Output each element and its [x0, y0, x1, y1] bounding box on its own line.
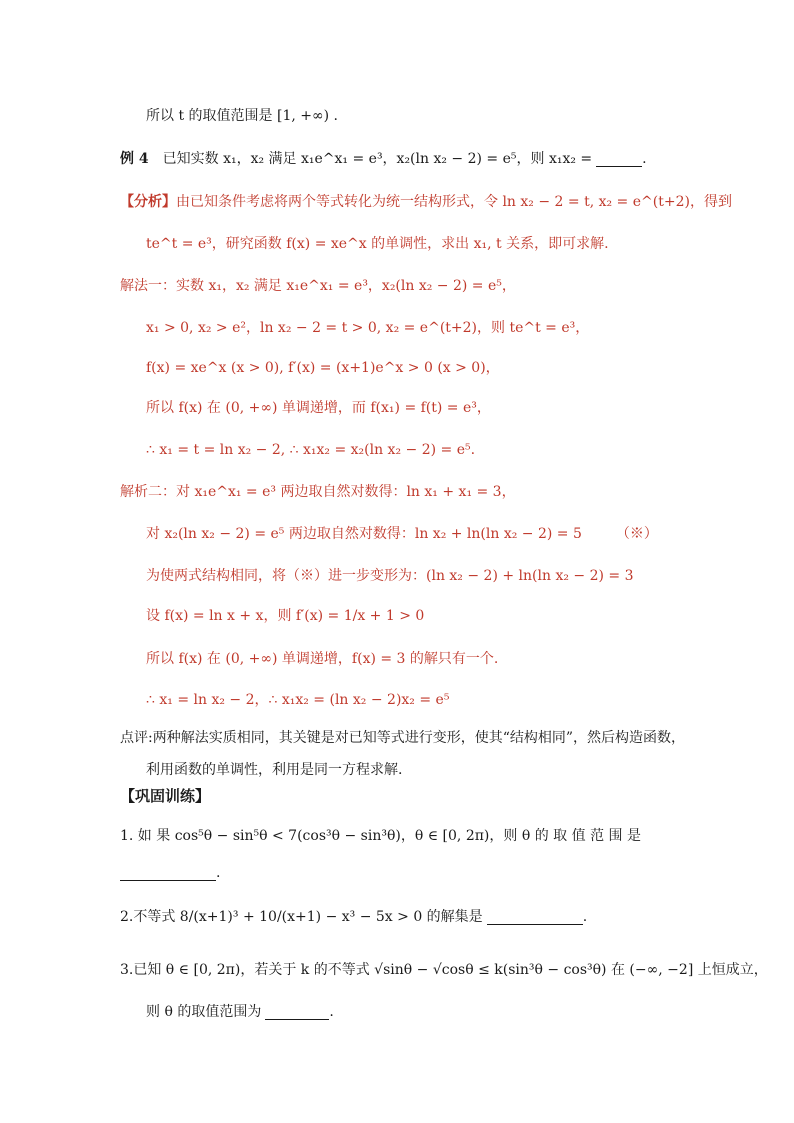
method2-line-4	[146, 606, 424, 626]
example-text: 已知实数 x₁，x₂ 满足 x₁e^x₁ = e³，x₂(ln x₂ − 2) = e⁵，则 x₁x₂ =	[162, 151, 593, 167]
answer-blank[interactable]	[596, 152, 642, 167]
method2-line-6	[146, 690, 449, 710]
method2-title: 解析二：	[120, 484, 176, 500]
method1-title: 解法一：	[120, 278, 176, 294]
conclusion-line	[146, 106, 338, 126]
method2-text-4: 设 f(x) = ln x + x，则 f′(x) = 1/x + 1 > 0	[146, 608, 425, 624]
analysis-text-1: 由已知条件考虑将两个等式转化为统一结构形式，令 ln x₂ − 2 = t, x₂ = e^(t+2)，得到	[176, 194, 732, 210]
method1-text-4: 所以 f(x) 在 (0, +∞) 单调递增，而 f(x₁) = f(t) = e³，	[146, 400, 491, 416]
question-3-blank[interactable]	[265, 1005, 329, 1020]
method1-text-2: x₁ > 0, x₂ > e²，ln x₂ − 2 = t > 0, x₂ = e^(t+2)，则 te^t = e³，	[146, 320, 590, 336]
question-3-text-2: 则 θ 的取值范围为	[146, 1004, 262, 1020]
method2-line-3	[146, 566, 634, 586]
comment-text-1: 点评:两种解法实质相同，其关键是对已知等式进行变形，使其“结构相同”，然后构造函数，	[120, 730, 686, 746]
method1-text-3: f(x) = xe^x (x > 0), f′(x) = (x+1)e^x > 0 (x > 0)，	[146, 360, 500, 376]
question-1-text: 1. 如 果 cos⁵θ − sin⁵θ < 7(cos³θ − sin³θ)，θ ∈ [0, 2π)，则 θ 的 取 值 范 围 是	[120, 828, 641, 844]
method2-mark: （※）	[615, 526, 658, 542]
method1-line-5	[146, 440, 475, 460]
method2-line-1	[120, 482, 516, 502]
method1-line-1	[120, 276, 516, 296]
question-1-blank[interactable]	[120, 866, 216, 881]
analysis-line-2	[146, 234, 609, 254]
question-2-text: 2.不等式 8/(x+1)³ + 10/(x+1) − x³ − 5x > 0 的解集是	[120, 909, 483, 925]
practice-title	[120, 786, 210, 806]
method2-text-3: 为使两式结构相同，将（※）进一步变形为：(ln x₂ − 2) + ln(ln x₂ − 2) = 3	[146, 568, 634, 584]
practice-title-text: 【巩固训练】	[120, 787, 211, 805]
conclusion-text: 所以 t 的取值范围是 [1, +∞) .	[146, 108, 339, 124]
question-1	[120, 826, 641, 846]
method2-text-5: 所以 f(x) 在 (0, +∞) 单调递增，f(x) = 3 的解只有一个.	[146, 651, 499, 667]
method1-text-5: ∴ x₁ = t = ln x₂ − 2, ∴ x₁x₂ = x₂(ln x₂ − 2) = e⁵.	[146, 442, 476, 458]
question-2-blank[interactable]	[487, 910, 583, 925]
method1-text-1: 实数 x₁，x₂ 满足 x₁e^x₁ = e³，x₂(ln x₂ − 2) = e⁵，	[176, 278, 516, 294]
method2-text-6: ∴ x₁ = ln x₂ − 2，∴ x₁x₂ = (ln x₂ − 2)x₂ = e⁵	[146, 692, 450, 708]
method2-line-5	[146, 649, 498, 669]
method1-line-3	[146, 358, 500, 378]
example-label: 例 4	[120, 151, 149, 167]
method2-text-2: 对 x₂(ln x₂ − 2) = e⁵ 两边取自然对数得：ln x₂ + ln(ln x₂ − 2) = 5	[146, 526, 582, 542]
comment-line-2	[146, 760, 402, 780]
analysis-line-1	[120, 192, 732, 212]
method1-line-4	[146, 398, 491, 418]
comment-text-2: 利用函数的单调性，利用是同一方程求解.	[146, 762, 403, 778]
analysis-tag: 【分析】	[120, 194, 176, 210]
method1-line-2	[146, 318, 589, 338]
question-3-line-2: 则 θ 的取值范围为 .	[146, 1004, 334, 1020]
question-3-text: 3.已知 θ ∈ [0, 2π)，若关于 k 的不等式 √sinθ − √cosθ ≤ k(sin³θ − cos³θ) 在 (−∞, −2] 上恒成立，	[120, 962, 768, 978]
question-1-answer: .	[120, 863, 220, 883]
question-3	[120, 960, 768, 980]
example-4: 例 4 已知实数 x₁，x₂ 满足 x₁e^x₁ = e³，x₂(ln x₂ − 2) = e⁵，则 x₁x₂ = .	[120, 151, 647, 167]
question-2: 2.不等式 8/(x+1)³ + 10/(x+1) − x³ − 5x > 0 的解集是 .	[120, 909, 588, 925]
analysis-text-2: te^t = e³，研究函数 f(x) = xe^x 的单调性，求出 x₁, t 关系，即可求解.	[146, 236, 609, 252]
method2-text-1: 对 x₁e^x₁ = e³ 两边取自然对数得：ln x₁ + x₁ = 3，	[176, 484, 516, 500]
method2-line-2	[146, 524, 658, 544]
comment-line-1	[120, 728, 685, 748]
